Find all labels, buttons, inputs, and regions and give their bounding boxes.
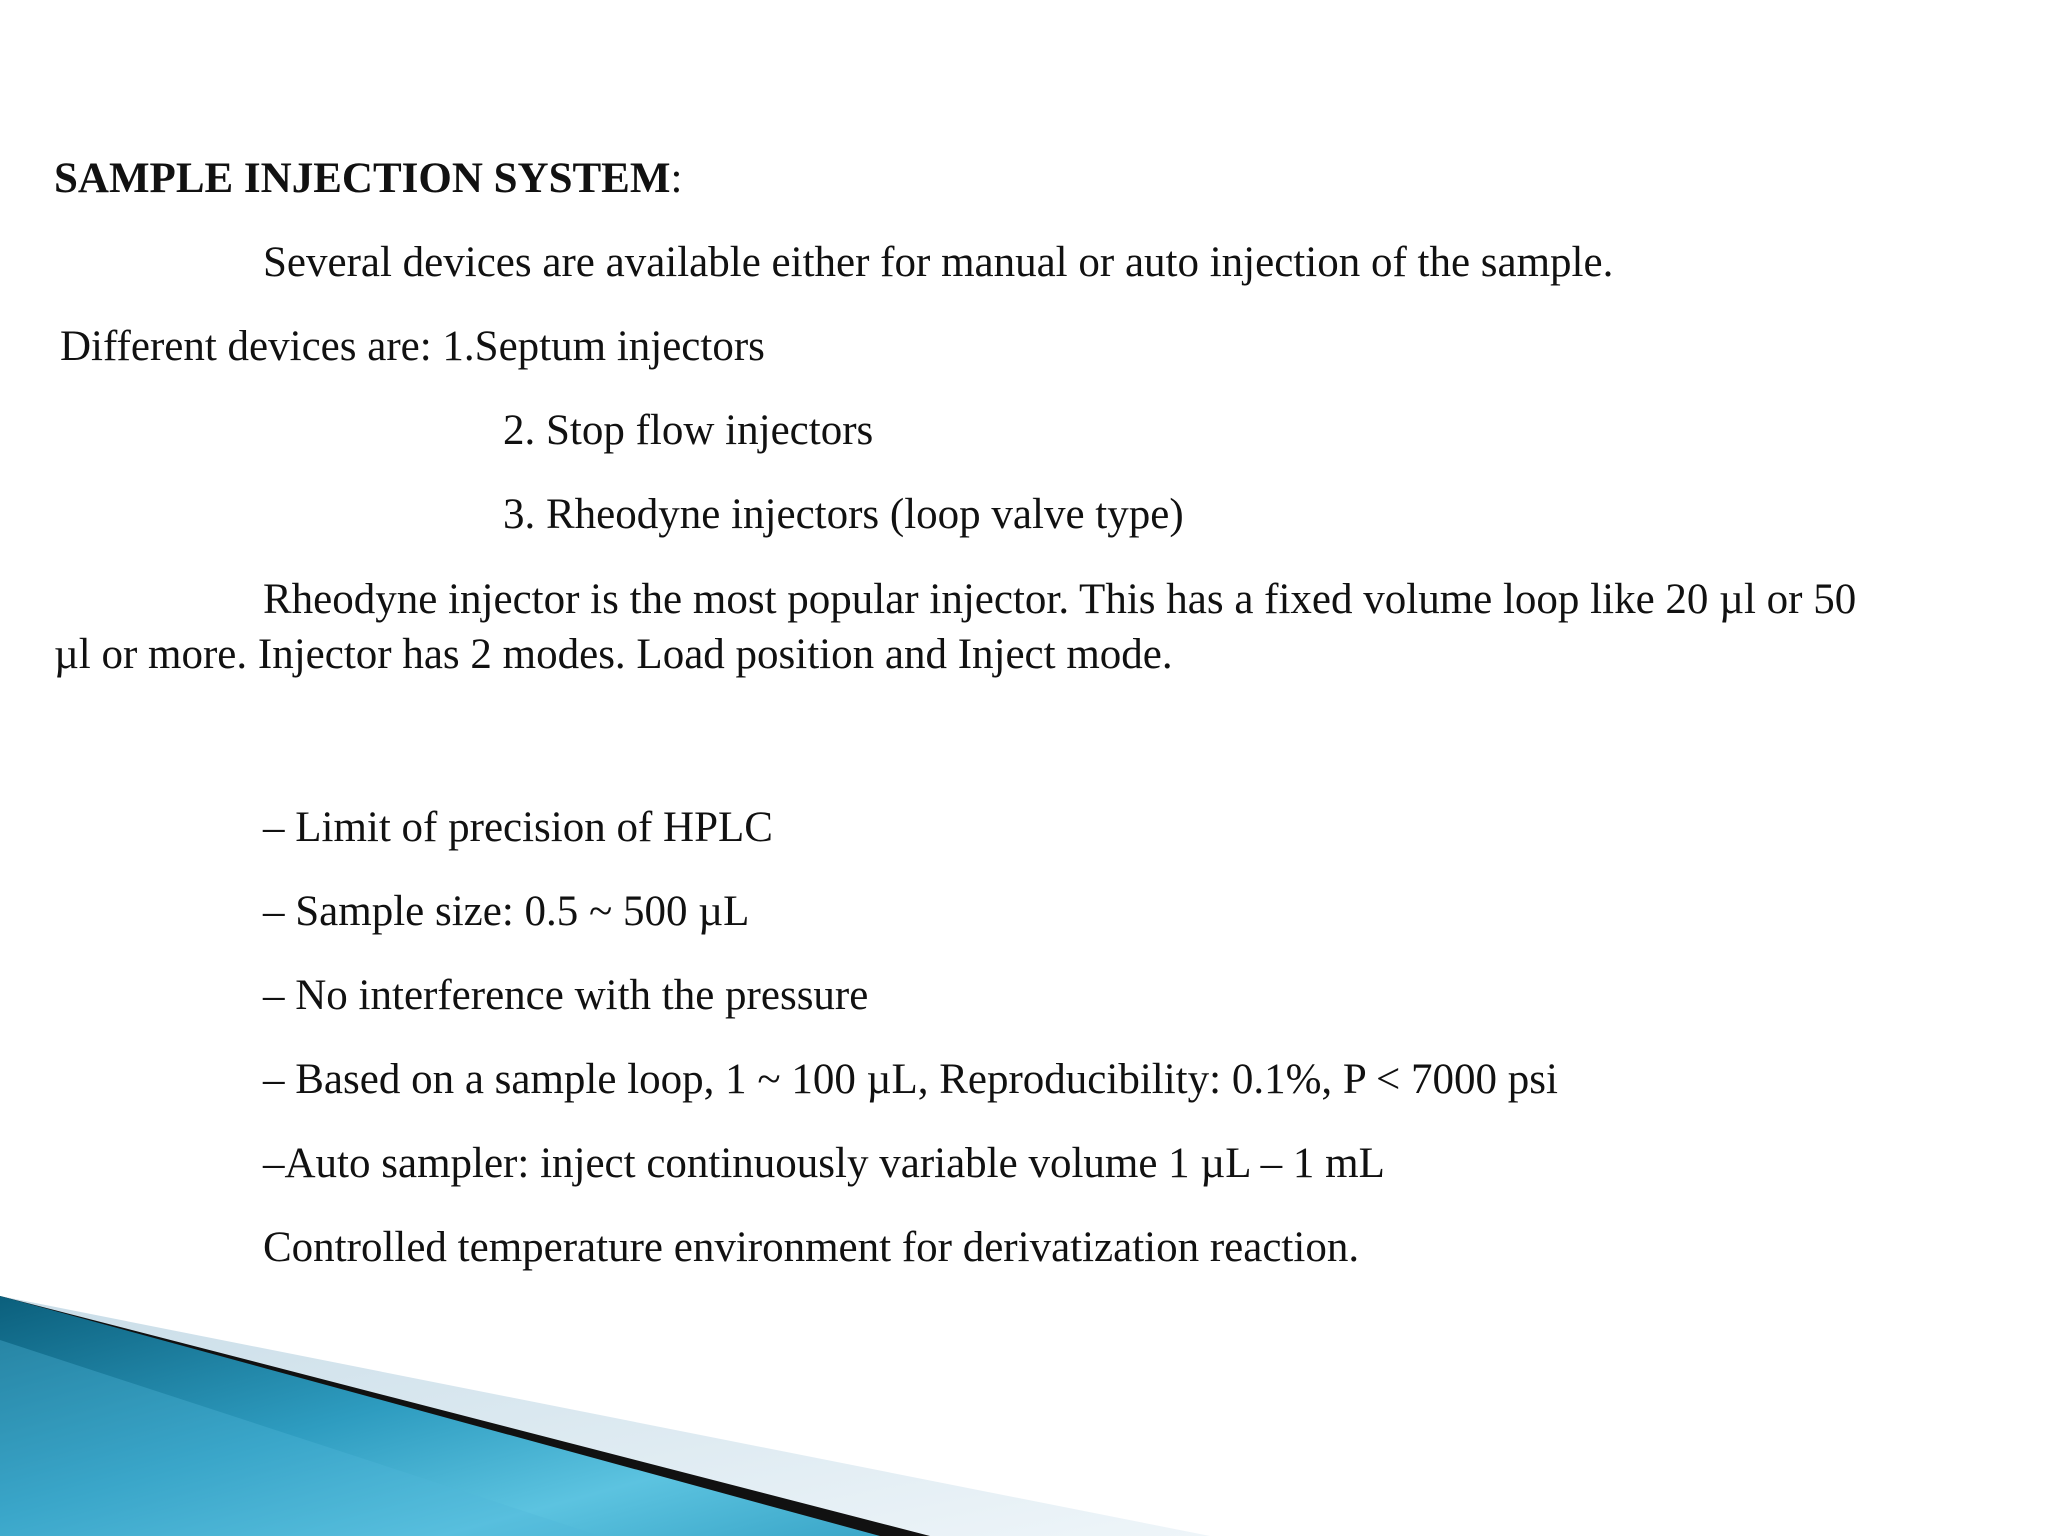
rheodyne-text-line-2: µl or more. Injector has 2 modes. Load position and Inject mode. <box>54 631 1173 678</box>
bullet-item: – Based on a sample loop, 1 ~ 100 µL, Reproducibility: 0.1%, P < 7000 psi <box>263 1056 1558 1103</box>
black-stripe <box>0 1296 930 1536</box>
bullet-item: – Sample size: 0.5 ~ 500 µL <box>263 888 750 935</box>
slide-heading <box>54 157 682 200</box>
heading-text: SAMPLE INJECTION SYSTEM <box>54 155 671 202</box>
bullet-item: – Limit of precision of HPLC <box>263 804 773 851</box>
light-stripe <box>0 1296 1210 1536</box>
teal-panel <box>0 1296 880 1536</box>
bullet-item: Controlled temperature environment for derivatization reaction. <box>263 1224 1360 1271</box>
rheodyne-text-line-1: Rheodyne injector is the most popular injector. This has a fixed volume loop like 20 µl or 50 <box>263 576 1857 623</box>
device-item-2: 2. Stop flow injectors <box>503 407 874 454</box>
heading-colon: : <box>670 155 683 202</box>
teal-highlight <box>0 1340 600 1536</box>
devices-lead: Different devices are: 1.Septum injectors <box>60 323 765 370</box>
device-item-3: 3. Rheodyne injectors (loop valve type) <box>503 491 1184 538</box>
intro-text: Several devices are available either for manual or auto injection of the sample. <box>263 239 1614 286</box>
bullet-item: – No interference with the pressure <box>263 972 869 1019</box>
bullet-item: –Auto sampler: inject continuously variable volume 1 µL – 1 mL <box>263 1140 1385 1187</box>
